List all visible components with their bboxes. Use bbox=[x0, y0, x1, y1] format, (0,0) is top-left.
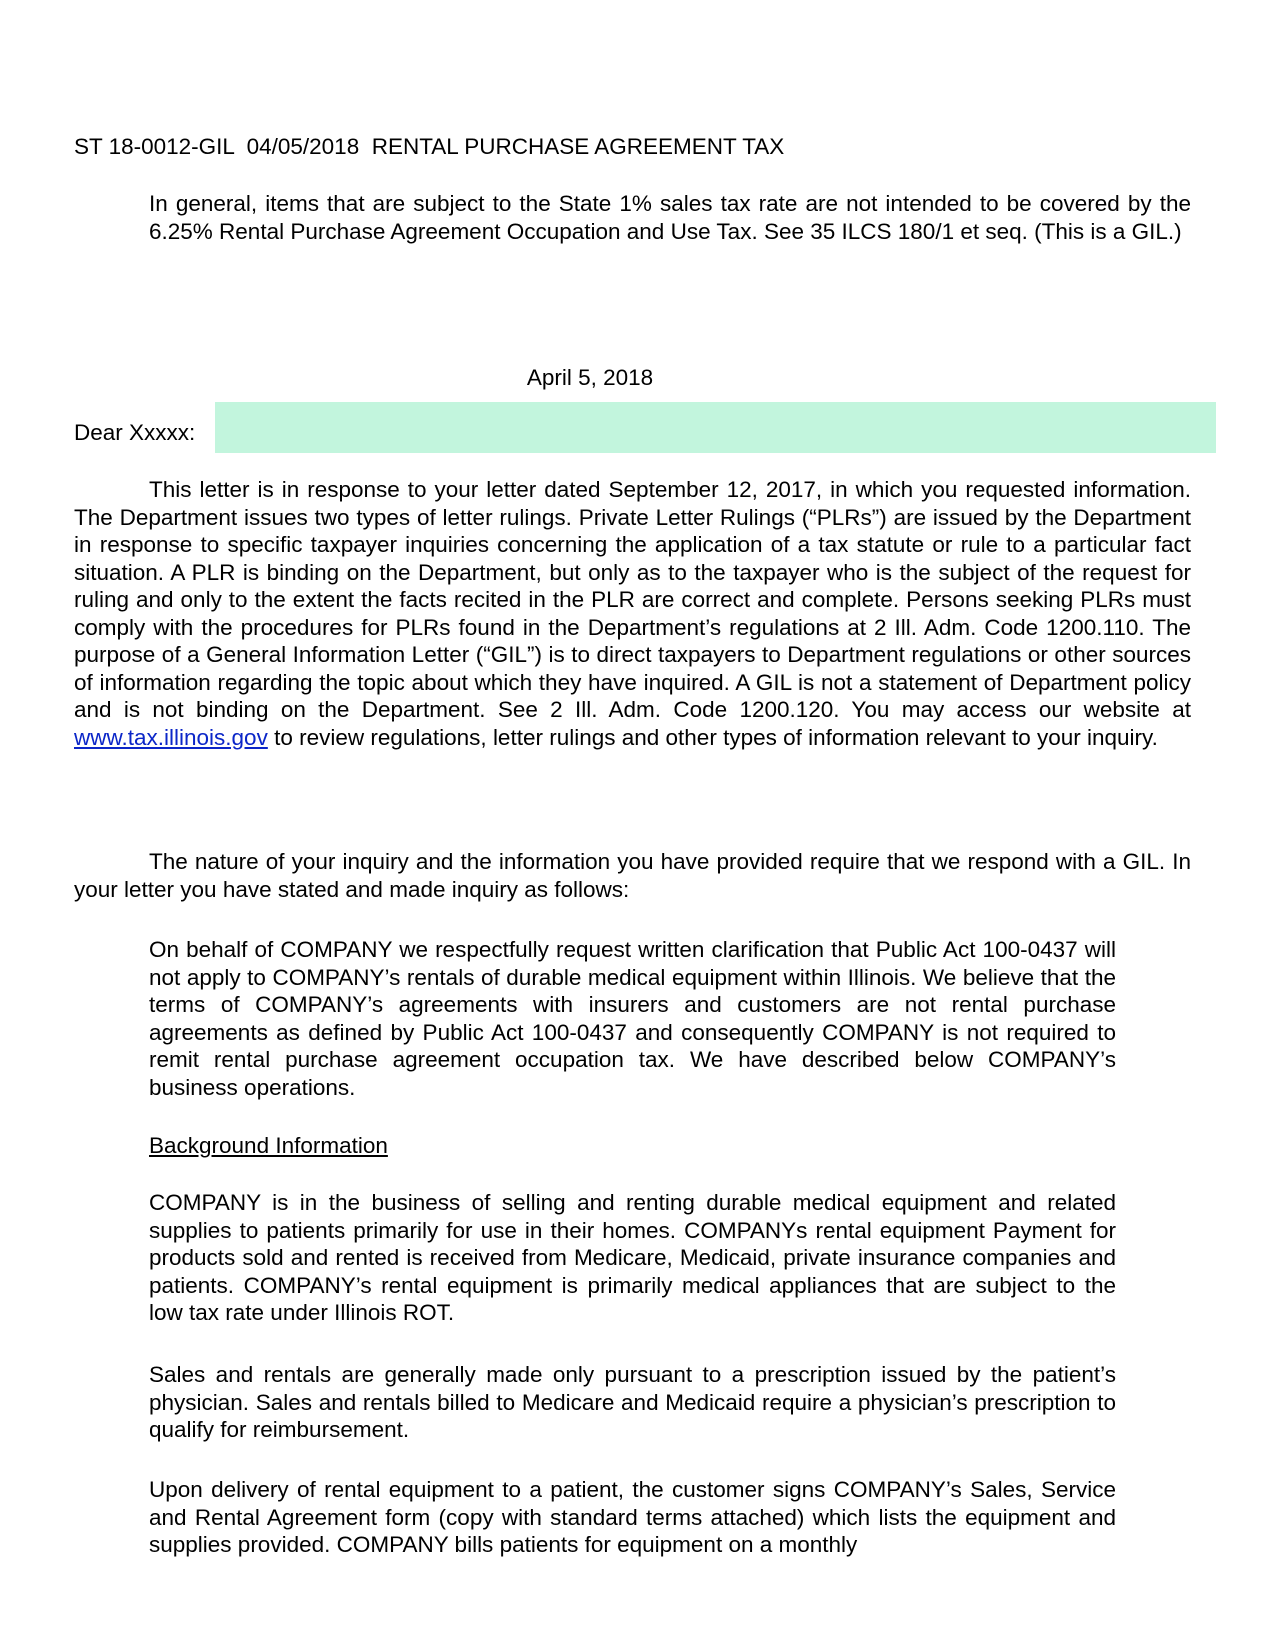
inquiry-paragraph-request: On behalf of COMPANY we respectfully request written clarification that Public Act 100-0437 will not apply to COMPANY’s rentals of durable medical equipment within Illinois. We believe that the terms of COMPANY’s agreements with insurers and customers are not rental purchase agreements as defined by Public Act 100-0437 and consequently COMPANY is not required to remit rental purchase agreement occupation tax. We have described below COMPANY’s business operations. bbox=[149, 937, 1116, 1100]
letter-date: April 5, 2018 bbox=[526, 365, 654, 390]
body-paragraph-nature bbox=[74, 848, 1191, 903]
intro-text-before-link: This letter is in response to your letter dated September 12, 2017, in which you requested information. The Department issues two types of letter rulings. Private Letter Rulings (“PLRs”) are issued by the Department in response to specific taxpayer inquiries concerning the application of a tax statute or rule to a particular fact situation. A PLR is binding on the Department, but only as to the taxpayer who is the subject of the request for ruling and only to the extent the facts recited in the PLR are correct and complete. Persons seeking PLRs must comply with the procedures for PLRs found in the Department’s regulations at 2 Ill. Adm. Code 1200.110. The purpose of a General Information Letter (“GIL”) is to direct taxpayers to Department regulations or other sources of information regarding the topic about which they have inquired. A GIL is not a statement of Department policy and is not binding on the Department. See 2 Ill. Adm. Code 1200.120. You may access our website at bbox=[74, 477, 1191, 722]
summary-paragraph: In general, items that are subject to the State 1% sales tax rate are not intended to be covered by the 6.25% Rental Purchase Agreement Occupation and Use Tax. See 35 ILCS 180/1 et seq. (This is a GIL.) bbox=[149, 191, 1191, 244]
website-link[interactable]: www.tax.illinois.gov bbox=[74, 724, 268, 750]
background-heading: Background Information bbox=[149, 1133, 388, 1158]
inquiry-paragraph-prescription: Sales and rentals are generally made only pursuant to a prescription issued by the patient’s physician. Sales and rentals billed to Medicare and Medicaid require a physician’s prescription to qualify for reimbursement. bbox=[149, 1362, 1116, 1442]
nature-text: The nature of your inquiry and the information you have provided require that we respond with a GIL. In your letter you have stated and made inquiry as follows: bbox=[74, 849, 1191, 902]
body-paragraph-intro bbox=[74, 476, 1191, 751]
document-title: ST 18-0012-GIL 04/05/2018 RENTAL PURCHASE AGREEMENT TAX bbox=[74, 134, 785, 159]
salutation: Dear Xxxxx: bbox=[74, 420, 196, 445]
redaction-highlight bbox=[215, 402, 1216, 453]
inquiry-paragraph-business: COMPANY is in the business of selling and renting durable medical equipment and related supplies to patients primarily for use in their homes. COMPANYs rental equipment Payment for products sold and rented is received from Medicare, Medicaid, private insurance companies and patients. COMPANY’s rental equipment is primarily medical appliances that are subject to the low tax rate under Illinois ROT. bbox=[149, 1190, 1116, 1325]
inquiry-paragraph-delivery: Upon delivery of rental equipment to a patient, the customer signs COMPANY’s Sales, Service and Rental Agreement form (copy with standard terms attached) which lists the equipment and supplies provided. COMPANY bills patients for equipment on a monthly bbox=[149, 1477, 1116, 1557]
intro-text-after-link: to review regulations, letter rulings and other types of information relevant to your inquiry. bbox=[267, 724, 1158, 750]
